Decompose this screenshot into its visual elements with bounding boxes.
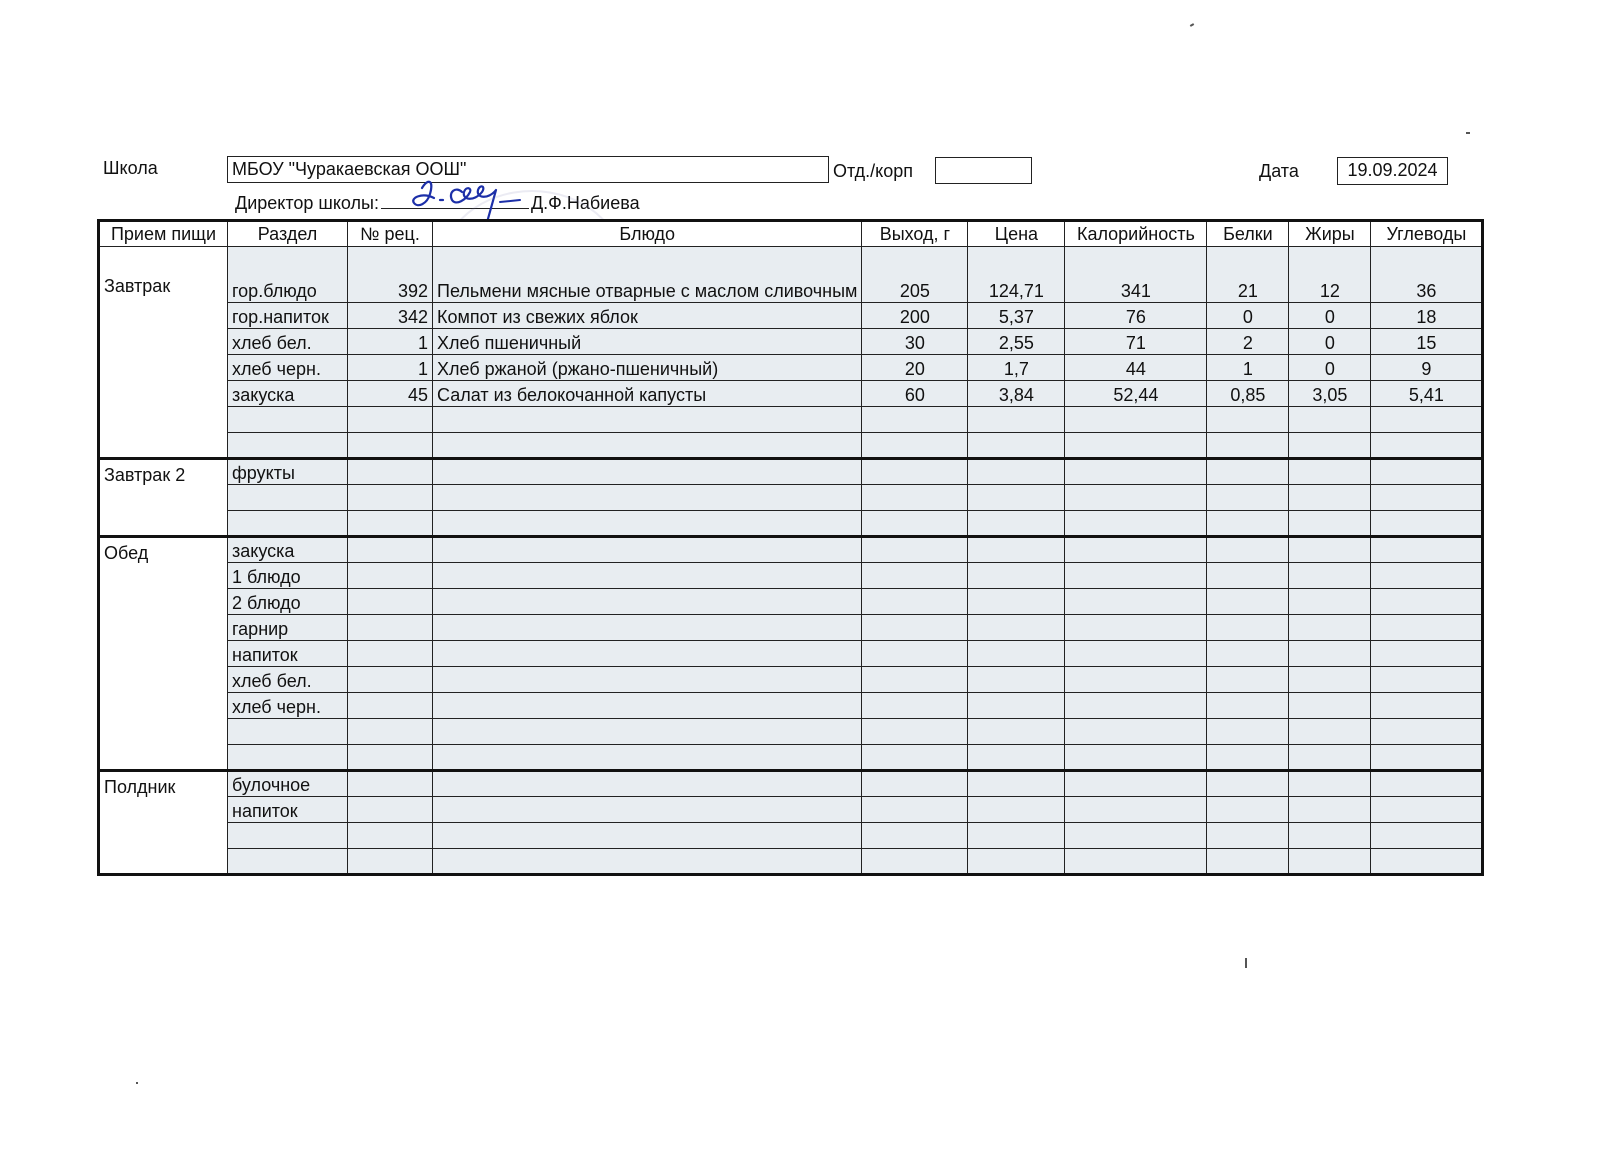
fat-cell[interactable] [1289, 537, 1371, 563]
protein-cell[interactable] [1207, 563, 1289, 589]
fat-cell[interactable] [1289, 797, 1371, 823]
column-header: Блюдо [433, 221, 862, 247]
table-row [99, 247, 1483, 303]
table-row [99, 355, 1483, 381]
yield-cell[interactable] [862, 615, 968, 641]
protein-cell[interactable] [1207, 667, 1289, 693]
recipe-cell[interactable]: 1 [348, 355, 433, 381]
date-label: Дата [1259, 161, 1299, 181]
calories-cell[interactable]: 71 [1065, 329, 1207, 355]
fat-cell[interactable] [1289, 563, 1371, 589]
recipe-cell[interactable]: 342 [348, 303, 433, 329]
fat-cell[interactable]: 3,05 [1289, 381, 1371, 407]
carbs-cell[interactable] [1371, 537, 1483, 563]
yield-cell[interactable]: 205 [862, 247, 968, 303]
yield-cell[interactable]: 60 [862, 381, 968, 407]
section-cell[interactable]: хлеб черн. [228, 355, 348, 381]
section-cell[interactable] [228, 745, 348, 771]
table-row [99, 407, 1483, 433]
price-cell[interactable] [968, 407, 1065, 433]
section-cell[interactable] [228, 407, 348, 433]
calories-cell[interactable] [1065, 823, 1207, 849]
yield-cell[interactable] [862, 537, 968, 563]
director-label: Директор школы: [235, 193, 379, 213]
section-cell[interactable]: 1 блюдо [228, 563, 348, 589]
dish-cell[interactable] [433, 797, 862, 823]
fat-cell[interactable] [1289, 407, 1371, 433]
meal-lunch: Обед [99, 537, 228, 771]
carbs-cell[interactable]: 18 [1371, 303, 1483, 329]
protein-cell[interactable] [1207, 485, 1289, 511]
section-cell[interactable]: хлеб черн. [228, 693, 348, 719]
calories-cell[interactable] [1065, 537, 1207, 563]
protein-cell[interactable] [1207, 537, 1289, 563]
section-cell[interactable]: фрукты [228, 459, 348, 485]
protein-cell[interactable] [1207, 641, 1289, 667]
dish-cell[interactable] [433, 823, 862, 849]
column-header: № рец. [348, 221, 433, 247]
table-row [99, 797, 1483, 823]
dish-cell[interactable] [433, 459, 862, 485]
dish-cell[interactable] [433, 511, 862, 537]
price-cell[interactable] [968, 641, 1065, 667]
calories-cell[interactable] [1065, 849, 1207, 875]
fat-cell[interactable] [1289, 719, 1371, 745]
price-cell[interactable] [968, 667, 1065, 693]
price-cell[interactable] [968, 459, 1065, 485]
yield-cell[interactable] [862, 771, 968, 797]
table-header-row [99, 221, 1483, 247]
recipe-cell[interactable]: 392 [348, 247, 433, 303]
fat-cell[interactable] [1289, 693, 1371, 719]
carbs-cell[interactable] [1371, 459, 1483, 485]
protein-cell[interactable] [1207, 407, 1289, 433]
yield-cell[interactable] [862, 641, 968, 667]
section-cell[interactable] [228, 485, 348, 511]
price-cell[interactable]: 5,37 [968, 303, 1065, 329]
dish-cell[interactable] [433, 693, 862, 719]
calories-cell[interactable]: 341 [1065, 247, 1207, 303]
column-header: Углеводы [1371, 221, 1483, 247]
yield-cell[interactable] [862, 849, 968, 875]
table-row [99, 745, 1483, 771]
menu-table [97, 219, 1484, 876]
recipe-cell[interactable] [348, 667, 433, 693]
scan-speck [1466, 132, 1470, 134]
section-cell[interactable]: гор.блюдо [228, 247, 348, 303]
date-field[interactable]: 19.09.2024 [1337, 157, 1448, 185]
section-cell[interactable]: напиток [228, 797, 348, 823]
dish-cell[interactable] [433, 537, 862, 563]
yield-cell[interactable] [862, 667, 968, 693]
price-cell[interactable] [968, 771, 1065, 797]
price-cell[interactable] [968, 589, 1065, 615]
fat-cell[interactable] [1289, 745, 1371, 771]
carbs-cell[interactable] [1371, 745, 1483, 771]
meal-breakfast: Завтрак [99, 247, 228, 459]
yield-cell[interactable] [862, 719, 968, 745]
dish-cell[interactable] [433, 589, 862, 615]
protein-cell[interactable]: 0,85 [1207, 381, 1289, 407]
table-row [99, 563, 1483, 589]
calories-cell[interactable] [1065, 693, 1207, 719]
calories-cell[interactable] [1065, 615, 1207, 641]
table-row [99, 589, 1483, 615]
calories-cell[interactable] [1065, 797, 1207, 823]
dish-cell[interactable] [433, 615, 862, 641]
dept-field[interactable] [935, 157, 1032, 184]
price-cell[interactable] [968, 823, 1065, 849]
carbs-cell[interactable] [1371, 849, 1483, 875]
yield-cell[interactable] [862, 823, 968, 849]
section-cell[interactable] [228, 433, 348, 459]
calories-cell[interactable] [1065, 641, 1207, 667]
column-header: Жиры [1289, 221, 1371, 247]
dept-label: Отд./корп [833, 161, 913, 181]
yield-cell[interactable] [862, 407, 968, 433]
dish-cell[interactable]: Хлеб ржаной (ржано-пшеничный) [433, 355, 862, 381]
table-row [99, 433, 1483, 459]
table-row [99, 641, 1483, 667]
recipe-cell[interactable] [348, 459, 433, 485]
fat-cell[interactable]: 12 [1289, 247, 1371, 303]
protein-cell[interactable] [1207, 693, 1289, 719]
price-cell[interactable]: 1,7 [968, 355, 1065, 381]
meal-breakfast-2: Завтрак 2 [99, 459, 228, 537]
protein-cell[interactable] [1207, 589, 1289, 615]
calories-cell[interactable] [1065, 745, 1207, 771]
dish-cell[interactable]: Компот из свежих яблок [433, 303, 862, 329]
table-row [99, 381, 1483, 407]
dish-cell[interactable] [433, 719, 862, 745]
section-cell[interactable]: хлеб бел. [228, 329, 348, 355]
column-header: Цена [968, 221, 1065, 247]
recipe-cell[interactable] [348, 537, 433, 563]
section-cell[interactable]: гор.напиток [228, 303, 348, 329]
carbs-cell[interactable] [1371, 693, 1483, 719]
protein-cell[interactable]: 1 [1207, 355, 1289, 381]
table-row [99, 615, 1483, 641]
price-cell[interactable]: 2,55 [968, 329, 1065, 355]
dish-cell[interactable] [433, 433, 862, 459]
table-row [99, 823, 1483, 849]
section-cell[interactable]: 2 блюдо [228, 589, 348, 615]
carbs-cell[interactable]: 5,41 [1371, 381, 1483, 407]
price-cell[interactable] [968, 719, 1065, 745]
section-cell[interactable] [228, 719, 348, 745]
section-cell[interactable] [228, 823, 348, 849]
calories-cell[interactable] [1065, 667, 1207, 693]
protein-cell[interactable] [1207, 433, 1289, 459]
table-row [99, 485, 1483, 511]
column-header: Прием пищи [99, 221, 228, 247]
recipe-cell[interactable] [348, 823, 433, 849]
section-cell[interactable]: булочное [228, 771, 348, 797]
fat-cell[interactable] [1289, 511, 1371, 537]
carbs-cell[interactable] [1371, 719, 1483, 745]
meal-snack: Полдник [99, 771, 228, 875]
recipe-cell[interactable] [348, 797, 433, 823]
price-cell[interactable] [968, 485, 1065, 511]
fat-cell[interactable]: 0 [1289, 329, 1371, 355]
protein-cell[interactable] [1207, 849, 1289, 875]
dish-cell[interactable]: Салат из белокочанной капусты [433, 381, 862, 407]
table-row [99, 667, 1483, 693]
table-row [99, 303, 1483, 329]
dish-cell[interactable]: Хлеб пшеничный [433, 329, 862, 355]
yield-cell[interactable] [862, 563, 968, 589]
section-cell[interactable] [228, 511, 348, 537]
yield-cell[interactable] [862, 693, 968, 719]
calories-cell[interactable] [1065, 563, 1207, 589]
price-cell[interactable] [968, 693, 1065, 719]
table-row [99, 719, 1483, 745]
recipe-cell[interactable] [348, 849, 433, 875]
dish-cell[interactable] [433, 849, 862, 875]
recipe-cell[interactable] [348, 641, 433, 667]
carbs-cell[interactable]: 9 [1371, 355, 1483, 381]
recipe-cell[interactable]: 1 [348, 329, 433, 355]
dish-cell[interactable] [433, 667, 862, 693]
dish-cell[interactable] [433, 563, 862, 589]
dish-cell[interactable] [433, 485, 862, 511]
column-header: Белки [1207, 221, 1289, 247]
yield-cell[interactable] [862, 485, 968, 511]
carbs-cell[interactable] [1371, 433, 1483, 459]
recipe-cell[interactable] [348, 407, 433, 433]
price-cell[interactable] [968, 797, 1065, 823]
table-row [99, 693, 1483, 719]
yield-cell[interactable] [862, 797, 968, 823]
carbs-cell[interactable] [1371, 485, 1483, 511]
price-cell[interactable]: 124,71 [968, 247, 1065, 303]
recipe-cell[interactable] [348, 745, 433, 771]
protein-cell[interactable]: 0 [1207, 303, 1289, 329]
fat-cell[interactable] [1289, 667, 1371, 693]
price-cell[interactable] [968, 563, 1065, 589]
protein-cell[interactable] [1207, 823, 1289, 849]
recipe-cell[interactable] [348, 615, 433, 641]
calories-cell[interactable] [1065, 433, 1207, 459]
carbs-cell[interactable] [1371, 771, 1483, 797]
section-cell[interactable]: хлеб бел. [228, 667, 348, 693]
recipe-cell[interactable]: 45 [348, 381, 433, 407]
yield-cell[interactable]: 30 [862, 329, 968, 355]
recipe-cell[interactable] [348, 693, 433, 719]
carbs-cell[interactable] [1371, 667, 1483, 693]
recipe-cell[interactable] [348, 511, 433, 537]
dish-cell[interactable]: Пельмени мясные отварные с маслом сливочным [433, 247, 862, 303]
fat-cell[interactable] [1289, 485, 1371, 511]
fat-cell[interactable] [1289, 823, 1371, 849]
fat-cell[interactable] [1289, 849, 1371, 875]
yield-cell[interactable] [862, 589, 968, 615]
recipe-cell[interactable] [348, 563, 433, 589]
protein-cell[interactable]: 21 [1207, 247, 1289, 303]
carbs-cell[interactable] [1371, 641, 1483, 667]
protein-cell[interactable] [1207, 771, 1289, 797]
price-cell[interactable]: 3,84 [968, 381, 1065, 407]
director-name: Д.Ф.Набиева [530, 193, 640, 213]
yield-cell[interactable] [862, 511, 968, 537]
protein-cell[interactable]: 2 [1207, 329, 1289, 355]
carbs-cell[interactable] [1371, 797, 1483, 823]
price-cell[interactable] [968, 615, 1065, 641]
fat-cell[interactable] [1289, 433, 1371, 459]
calories-cell[interactable]: 76 [1065, 303, 1207, 329]
table-row [99, 771, 1483, 797]
column-header: Калорийность [1065, 221, 1207, 247]
price-cell[interactable] [968, 511, 1065, 537]
section-cell[interactable]: напиток [228, 641, 348, 667]
calories-cell[interactable]: 52,44 [1065, 381, 1207, 407]
yield-cell[interactable] [862, 433, 968, 459]
price-cell[interactable] [968, 745, 1065, 771]
calories-cell[interactable] [1065, 407, 1207, 433]
protein-cell[interactable] [1207, 745, 1289, 771]
table-row [99, 329, 1483, 355]
carbs-cell[interactable]: 15 [1371, 329, 1483, 355]
scan-speck [1245, 958, 1247, 968]
carbs-cell[interactable] [1371, 407, 1483, 433]
fat-cell[interactable]: 0 [1289, 303, 1371, 329]
table-row [99, 537, 1483, 563]
carbs-cell[interactable] [1371, 563, 1483, 589]
calories-cell[interactable] [1065, 589, 1207, 615]
scan-speck [136, 1082, 138, 1084]
protein-cell[interactable] [1207, 615, 1289, 641]
section-cell[interactable]: закуска [228, 381, 348, 407]
price-cell[interactable] [968, 433, 1065, 459]
recipe-cell[interactable] [348, 771, 433, 797]
recipe-cell[interactable] [348, 433, 433, 459]
carbs-cell[interactable] [1371, 823, 1483, 849]
fat-cell[interactable]: 0 [1289, 355, 1371, 381]
school-label: Школа [103, 158, 158, 178]
calories-cell[interactable]: 44 [1065, 355, 1207, 381]
price-cell[interactable] [968, 537, 1065, 563]
protein-cell[interactable] [1207, 797, 1289, 823]
table-row [99, 849, 1483, 875]
fat-cell[interactable] [1289, 771, 1371, 797]
carbs-cell[interactable] [1371, 615, 1483, 641]
section-cell[interactable]: закуска [228, 537, 348, 563]
calories-cell[interactable] [1065, 719, 1207, 745]
fat-cell[interactable] [1289, 589, 1371, 615]
recipe-cell[interactable] [348, 589, 433, 615]
school-name-field[interactable]: МБОУ "Чуракаевская ООШ" [227, 156, 829, 183]
column-header: Выход, г [862, 221, 968, 247]
scan-speck [1190, 23, 1194, 27]
dish-cell[interactable] [433, 771, 862, 797]
dish-cell[interactable] [433, 407, 862, 433]
section-cell[interactable] [228, 849, 348, 875]
fat-cell[interactable] [1289, 459, 1371, 485]
calories-cell[interactable] [1065, 459, 1207, 485]
column-header: Раздел [228, 221, 348, 247]
yield-cell[interactable] [862, 745, 968, 771]
table-row [99, 511, 1483, 537]
dish-cell[interactable] [433, 745, 862, 771]
protein-cell[interactable] [1207, 719, 1289, 745]
carbs-cell[interactable] [1371, 589, 1483, 615]
price-cell[interactable] [968, 849, 1065, 875]
calories-cell[interactable] [1065, 511, 1207, 537]
fat-cell[interactable] [1289, 615, 1371, 641]
table-row [99, 459, 1483, 485]
calories-cell[interactable] [1065, 485, 1207, 511]
dish-cell[interactable] [433, 641, 862, 667]
protein-cell[interactable] [1207, 459, 1289, 485]
fat-cell[interactable] [1289, 641, 1371, 667]
carbs-cell[interactable]: 36 [1371, 247, 1483, 303]
recipe-cell[interactable] [348, 485, 433, 511]
protein-cell[interactable] [1207, 511, 1289, 537]
yield-cell[interactable]: 20 [862, 355, 968, 381]
section-cell[interactable]: гарнир [228, 615, 348, 641]
yield-cell[interactable]: 200 [862, 303, 968, 329]
yield-cell[interactable] [862, 459, 968, 485]
calories-cell[interactable] [1065, 771, 1207, 797]
carbs-cell[interactable] [1371, 511, 1483, 537]
recipe-cell[interactable] [348, 719, 433, 745]
